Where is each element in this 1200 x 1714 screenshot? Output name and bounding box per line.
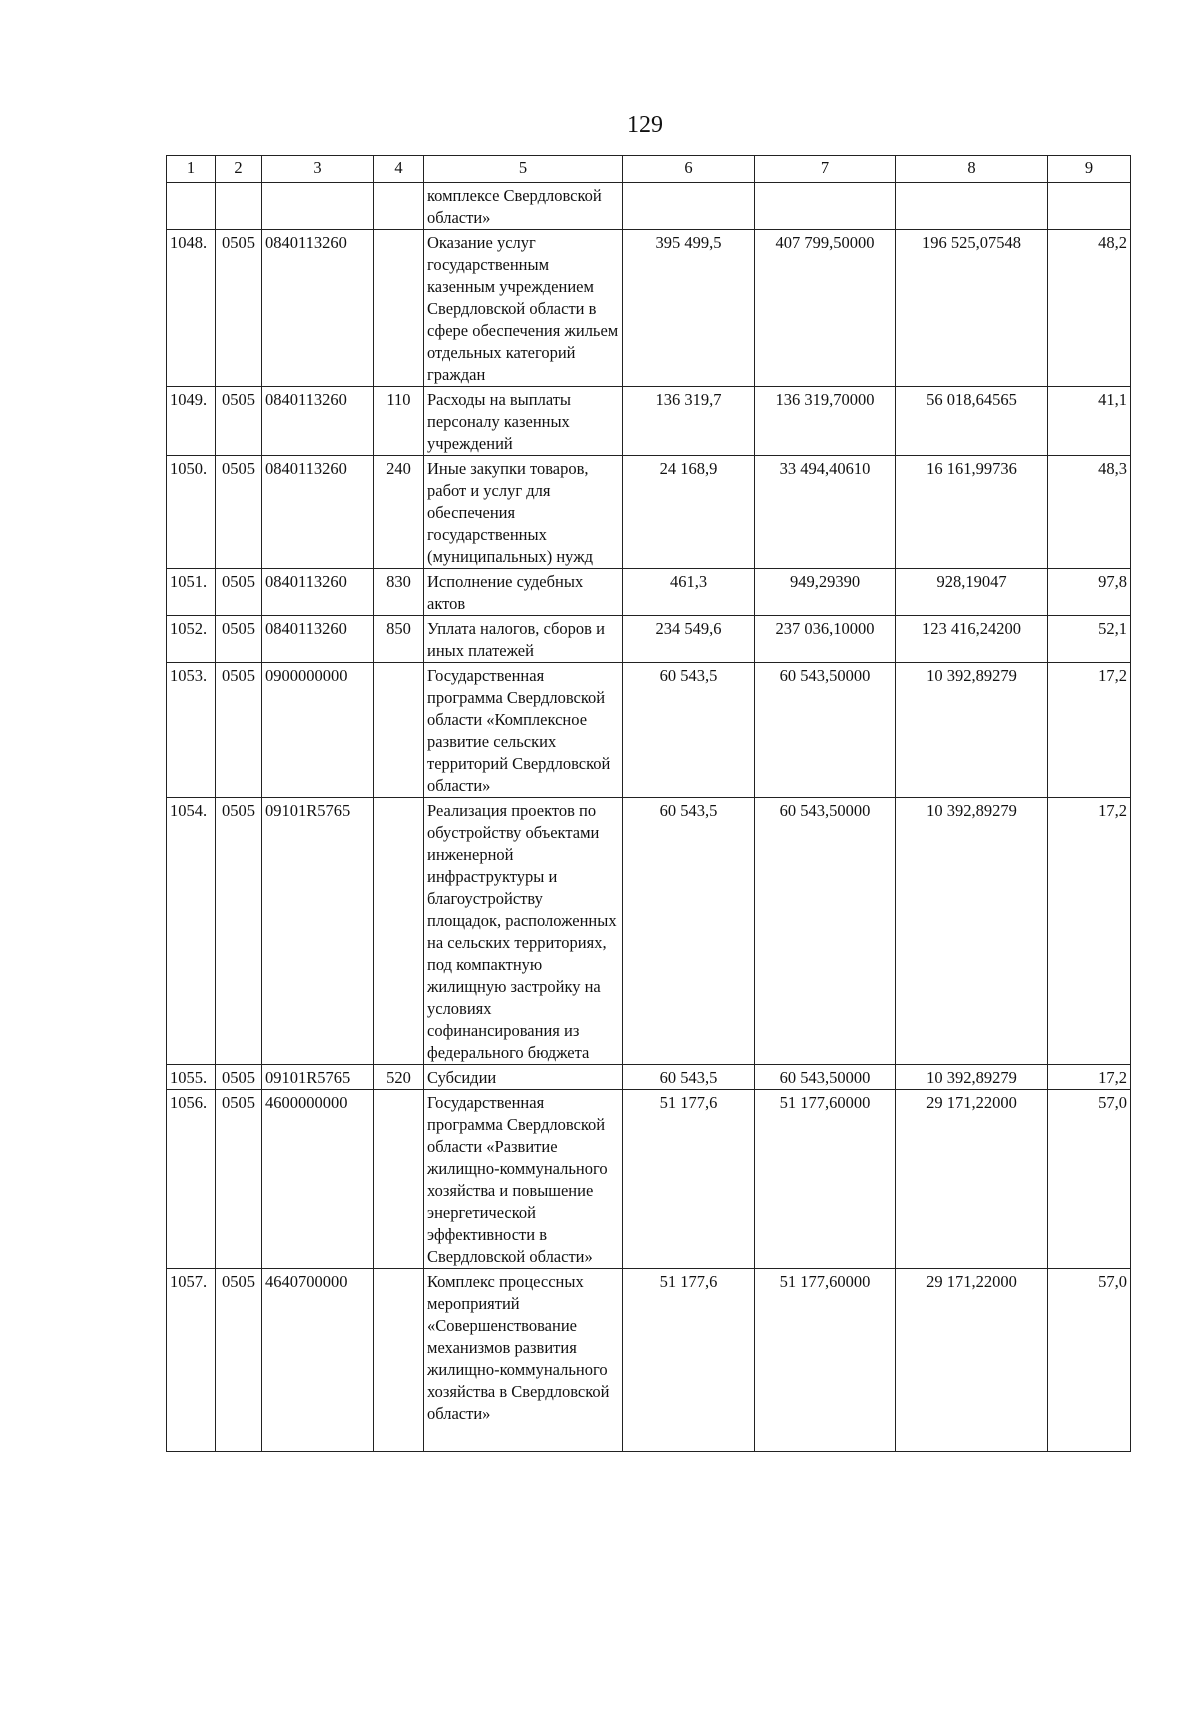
target-article-code: 0900000000 [262, 663, 374, 798]
execution-percent [1048, 183, 1131, 230]
column-header-9: 9 [1048, 156, 1131, 183]
value-col-6: 51 177,6 [623, 1090, 755, 1269]
execution-percent: 17,2 [1048, 798, 1131, 1065]
value-col-6: 461,3 [623, 569, 755, 616]
value-col-7: 51 177,60000 [755, 1090, 896, 1269]
target-article-code: 0840113260 [262, 230, 374, 387]
column-header-3: 3 [262, 156, 374, 183]
table-row [167, 387, 1131, 456]
header-row [167, 156, 1131, 183]
target-article-code: 4640700000 [262, 1269, 374, 1452]
value-col-8: 10 392,89279 [896, 663, 1048, 798]
expense-name: Расходы на выплаты персоналу казенных учреждений [424, 387, 623, 456]
table-row [167, 1065, 1131, 1090]
expense-type-code [374, 1090, 424, 1269]
value-col-8: 29 171,22000 [896, 1090, 1048, 1269]
expense-type-code: 240 [374, 456, 424, 569]
target-article-code: 0840113260 [262, 569, 374, 616]
row-number: 1050. [167, 456, 216, 569]
column-header-5: 5 [424, 156, 623, 183]
execution-percent: 17,2 [1048, 1065, 1131, 1090]
value-col-6: 136 319,7 [623, 387, 755, 456]
value-col-8: 123 416,24200 [896, 616, 1048, 663]
expense-name: Иные закупки товаров, работ и услуг для обеспечения государственных (муниципальных) нужд [424, 456, 623, 569]
section-code: 0505 [216, 456, 262, 569]
execution-percent: 17,2 [1048, 663, 1131, 798]
expense-name: Оказание услуг государственным казенным учреждением Свердловской области в сфере обеспечения жильем отдельных категорий граждан [424, 230, 623, 387]
expense-type-code [374, 798, 424, 1065]
row-number: 1057. [167, 1269, 216, 1452]
value-col-8 [896, 183, 1048, 230]
row-number: 1056. [167, 1090, 216, 1269]
row-number: 1049. [167, 387, 216, 456]
section-code: 0505 [216, 569, 262, 616]
row-number [167, 183, 216, 230]
expense-type-code: 830 [374, 569, 424, 616]
execution-percent: 48,2 [1048, 230, 1131, 387]
value-col-8: 29 171,22000 [896, 1269, 1048, 1452]
execution-percent: 97,8 [1048, 569, 1131, 616]
table-row [167, 230, 1131, 387]
table-row [167, 1269, 1131, 1452]
target-article-code: 4600000000 [262, 1090, 374, 1269]
value-col-8: 10 392,89279 [896, 798, 1048, 1065]
value-col-7: 51 177,60000 [755, 1269, 896, 1452]
expense-name: комплексе Свердловской области» [424, 183, 623, 230]
row-number: 1051. [167, 569, 216, 616]
column-header-8: 8 [896, 156, 1048, 183]
target-article-code: 0840113260 [262, 616, 374, 663]
value-col-6: 60 543,5 [623, 798, 755, 1065]
section-code: 0505 [216, 663, 262, 798]
expense-type-code [374, 183, 424, 230]
value-col-7: 136 319,70000 [755, 387, 896, 456]
value-col-8: 56 018,64565 [896, 387, 1048, 456]
expense-name: Государственная программа Свердловской области «Развитие жилищно-коммунального хозяйства и повышение энергетической эффективности в Свердловской области» [424, 1090, 623, 1269]
value-col-6: 60 543,5 [623, 1065, 755, 1090]
table-row [167, 663, 1131, 798]
section-code: 0505 [216, 1065, 262, 1090]
section-code: 0505 [216, 798, 262, 1065]
target-article-code: 09101R5765 [262, 1065, 374, 1090]
value-col-6 [623, 183, 755, 230]
expense-name: Реализация проектов по обустройству объектами инженерной инфраструктуры и благоустройству площадок, расположенных на сельских территориях, под компактную жилищную застройку на условиях софинансирования из федерального бюджета [424, 798, 623, 1065]
table-header [167, 156, 1131, 183]
value-col-8: 10 392,89279 [896, 1065, 1048, 1090]
section-code: 0505 [216, 616, 262, 663]
value-col-7: 237 036,10000 [755, 616, 896, 663]
value-col-6: 24 168,9 [623, 456, 755, 569]
column-header-7: 7 [755, 156, 896, 183]
expense-type-code [374, 1269, 424, 1452]
expense-name: Уплата налогов, сборов и иных платежей [424, 616, 623, 663]
expense-name: Исполнение судебных актов [424, 569, 623, 616]
table-row [167, 798, 1131, 1065]
expense-type-code: 110 [374, 387, 424, 456]
target-article-code: 09101R5765 [262, 798, 374, 1065]
table-body [167, 183, 1131, 1452]
value-col-8: 928,19047 [896, 569, 1048, 616]
target-article-code: 0840113260 [262, 387, 374, 456]
value-col-6: 60 543,5 [623, 663, 755, 798]
row-number: 1052. [167, 616, 216, 663]
value-col-6: 234 549,6 [623, 616, 755, 663]
expense-name: Субсидии [424, 1065, 623, 1090]
page-number: 129 [627, 112, 663, 138]
value-col-7: 60 543,50000 [755, 663, 896, 798]
target-article-code [262, 183, 374, 230]
section-code [216, 183, 262, 230]
column-header-2: 2 [216, 156, 262, 183]
expense-type-code [374, 230, 424, 387]
execution-percent: 57,0 [1048, 1269, 1131, 1452]
table-row [167, 183, 1131, 230]
expense-type-code [374, 663, 424, 798]
row-number: 1054. [167, 798, 216, 1065]
table-row [167, 456, 1131, 569]
column-header-6: 6 [623, 156, 755, 183]
execution-percent: 57,0 [1048, 1090, 1131, 1269]
column-header-1: 1 [167, 156, 216, 183]
row-number: 1048. [167, 230, 216, 387]
value-col-7: 949,29390 [755, 569, 896, 616]
row-number: 1055. [167, 1065, 216, 1090]
execution-percent: 48,3 [1048, 456, 1131, 569]
value-col-8: 196 525,07548 [896, 230, 1048, 387]
value-col-7 [755, 183, 896, 230]
expense-type-code: 520 [374, 1065, 424, 1090]
value-col-6: 395 499,5 [623, 230, 755, 387]
table-row [167, 616, 1131, 663]
value-col-6: 51 177,6 [623, 1269, 755, 1452]
execution-percent: 52,1 [1048, 616, 1131, 663]
value-col-7: 33 494,40610 [755, 456, 896, 569]
value-col-7: 60 543,50000 [755, 1065, 896, 1090]
value-col-8: 16 161,99736 [896, 456, 1048, 569]
section-code: 0505 [216, 1090, 262, 1269]
expense-name: Государственная программа Свердловской области «Комплексное развитие сельских территорий Свердловской области» [424, 663, 623, 798]
expense-type-code: 850 [374, 616, 424, 663]
section-code: 0505 [216, 230, 262, 387]
value-col-7: 407 799,50000 [755, 230, 896, 387]
expense-name: Комплекс процессных мероприятий «Совершенствование механизмов развития жилищно-коммунального хозяйства в Свердловской области» [424, 1269, 623, 1452]
table-row [167, 1090, 1131, 1269]
target-article-code: 0840113260 [262, 456, 374, 569]
value-col-7: 60 543,50000 [755, 798, 896, 1065]
table-row [167, 569, 1131, 616]
execution-percent: 41,1 [1048, 387, 1131, 456]
column-header-4: 4 [374, 156, 424, 183]
budget-table [166, 155, 1131, 1452]
section-code: 0505 [216, 1269, 262, 1452]
row-number: 1053. [167, 663, 216, 798]
section-code: 0505 [216, 387, 262, 456]
